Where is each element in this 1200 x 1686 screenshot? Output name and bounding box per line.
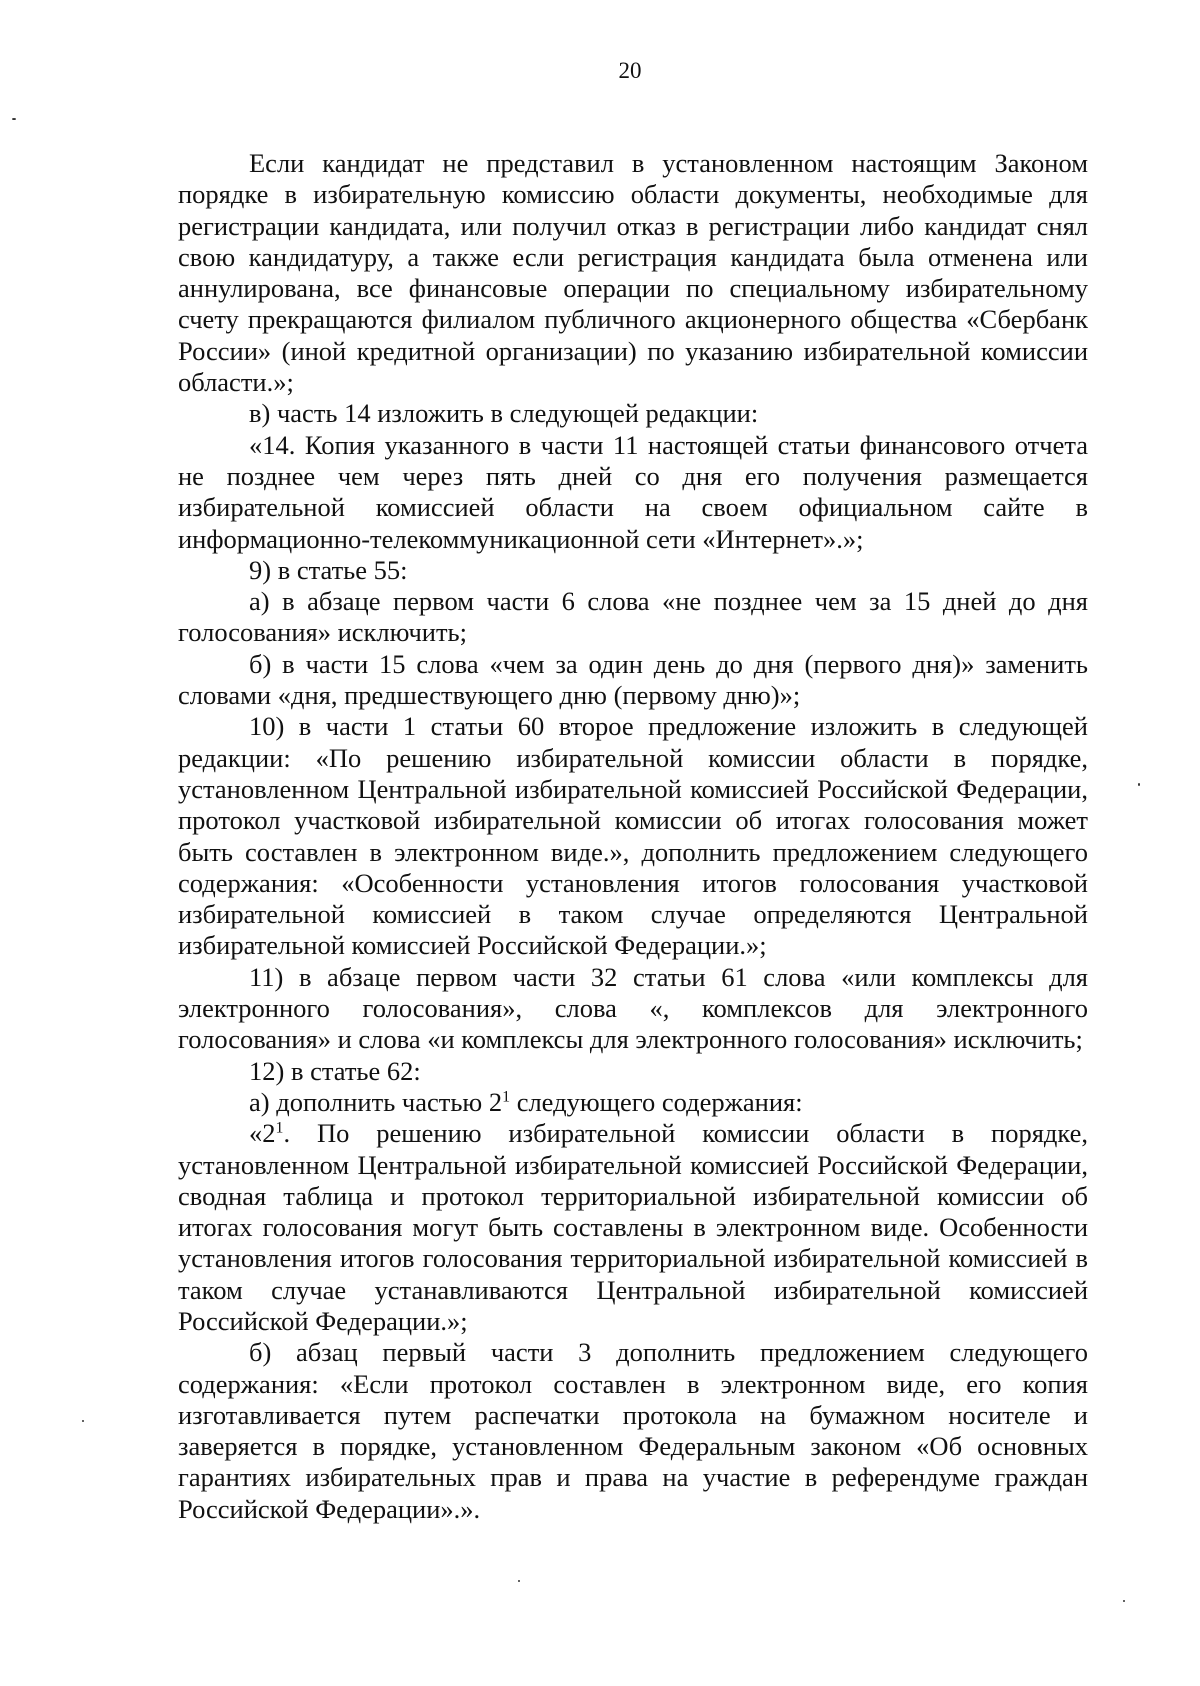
scan-speck xyxy=(1123,1600,1125,1602)
paragraph-article-62-a xyxy=(178,1087,1088,1118)
paragraph-candidate-financial-operations: Если кандидат не представил в установленном настоящим Законом порядке в избирательную комиссию области документы, необходимые для регистрации кандидата, или получил отказ в регистрации либо кандидат снял свою кандидатуру, а также если регистрация кандидата была отменена или аннулирована, все финансовые операции по специальному избирательному счету прекращаются филиалом публичного акционерного общества «Сбербанк России» (иной кредитной организации) по указанию избирательной комиссии области.»; xyxy=(178,148,1088,398)
paragraph-article-55: 9) в статье 55: xyxy=(249,554,408,585)
paragraph-article-62: 12) в статье 62: xyxy=(249,1055,421,1086)
paragraph-part-2-1-open: «2 xyxy=(249,1118,276,1149)
paragraph-part-2-1 xyxy=(178,1118,1088,1337)
paragraph-article-62-a-text: а) дополнить частью 2 xyxy=(249,1086,503,1117)
paragraph-article-55-a: а) в абзаце первом части 6 слова «не позднее чем за 15 дней до дня голосования» исключить; xyxy=(178,586,1088,648)
superscript: 1 xyxy=(275,1119,284,1137)
scan-speck xyxy=(518,1580,520,1582)
paragraph-article-55-b: б) в части 15 слова «чем за один день до дня (первого дня)» заменить словами «дня, предшествующего дню (первому дню)»; xyxy=(178,648,1088,711)
document-body xyxy=(178,148,1088,1525)
scan-speck xyxy=(82,1420,84,1422)
paragraph-article-62-b: б) абзац первый части 3 дополнить предложением следующего содержания: «Если протокол составлен в электронном виде, его копия изготавливается путем распечатки протокола на бумажном носителе и заверяется в порядке, установленном Федеральным законом «Об основных гарантиях избирательных прав и права на участие в референдуме граждан Российской Федерации».». xyxy=(178,1337,1088,1524)
paragraph-article-61: 11) в абзаце первом части 32 статьи 61 слова «или комплексы для электронного голосования», слова «, комплексов для электронного голосования» и слова «и комплексы для электронного голосования» исключить; xyxy=(178,961,1088,1055)
page-number: 20 xyxy=(618,58,642,83)
paragraph-part-14-intro: в) часть 14 изложить в следующей редакции: xyxy=(249,398,759,429)
superscript: 1 xyxy=(502,1088,511,1106)
paragraph-article-62-a-tail: следующего содержания: xyxy=(510,1086,803,1117)
scan-speck xyxy=(1138,783,1140,786)
paragraph-part-2-1-text: . По решению избирательной комиссии области в порядке, установленном Центральной избирательной комиссией Российской Федерации, сводная таблица и протокол территориальной избирательной комиссии об итогах голосования могут быть составлены в электронном виде. Особенности установления итогов голосования территориальной избирательной комиссией в таком случае устанавливаются Центральной избирательной комиссией Российской Федерации.»; xyxy=(178,1118,1088,1336)
scan-speck xyxy=(12,118,16,120)
paragraph-part-14-text: «14. Копия указанного в части 11 настоящей статьи финансового отчета не позднее чем через пять дней со дня его получения размещается избирательной комиссией области на своем официальном сайте в информационно-телекоммуникационной сети «Интернет».»; xyxy=(178,429,1088,554)
paragraph-article-60: 10) в части 1 статьи 60 второе предложение изложить в следующей редакции: «По решению избирательной комиссии области в порядке, установленном Центральной избирательной комиссией Российской Федерации, протокол участковой избирательной комиссии об итогах голосования может быть составлен в электронном виде.», дополнить предложением следующего содержания: «Особенности установления итогов голосования участковой избирательной комиссией в таком случае определяются Центральной избирательной комиссией Российской Федерации.»; xyxy=(178,711,1088,961)
